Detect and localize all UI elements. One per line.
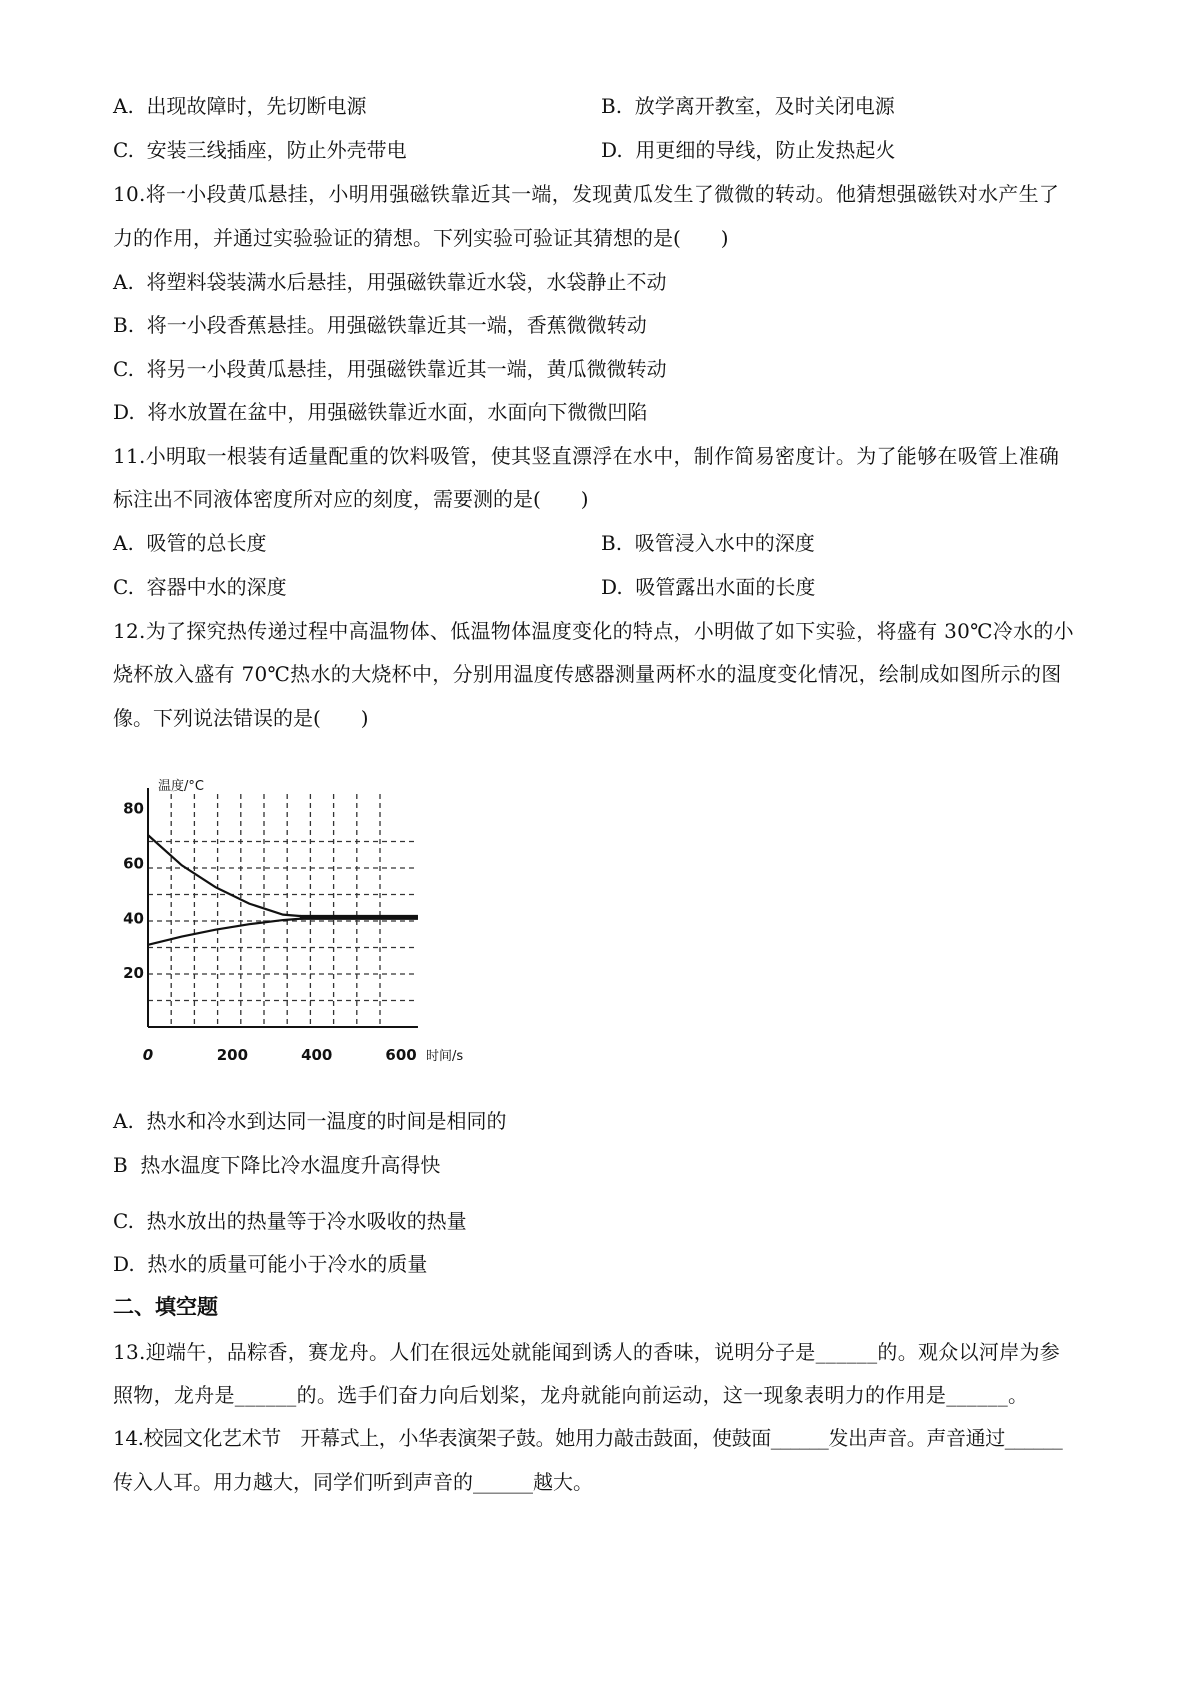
option-letter: D. xyxy=(113,1252,135,1276)
option-letter: B. xyxy=(113,313,135,337)
q12-option-d xyxy=(113,1250,427,1278)
option-text: 安装三线插座，防止外壳带电 xyxy=(146,138,407,162)
q12-stem-line3: 像。下列说法错误的是( ) xyxy=(113,706,369,730)
q10-option-d xyxy=(113,398,647,426)
q12-stem-line2: 烧杯放入盛有 70℃热水的大烧杯中，分别用温度传感器测量两杯水的温度变化情况，绘制成如图所示的图 xyxy=(113,662,1062,686)
option-letter: B xyxy=(113,1153,128,1177)
y-tick-label: 20 xyxy=(123,964,144,983)
option-text: 吸管浸入水中的深度 xyxy=(634,531,815,555)
option-letter: D. xyxy=(113,400,135,424)
x-axis-label: 时间/s xyxy=(425,1049,464,1064)
option-text: 热水放出的热量等于冷水吸收的热量 xyxy=(146,1209,467,1233)
q11-stem-line2: 标注出不同液体密度所对应的刻度，需要测的是( ) xyxy=(113,487,589,511)
x-tick-label: 0 xyxy=(142,1046,154,1064)
q9-option-d xyxy=(601,136,895,164)
x-tick-label: 600 xyxy=(385,1046,417,1064)
option-letter: A. xyxy=(113,270,134,294)
q11-option-c xyxy=(113,573,287,601)
y-axis-label: 温度/°C xyxy=(158,779,204,794)
q13-line1: 13.迎端午，品粽香，赛龙舟。人们在很远处就能闻到诱人的香味，说明分子是______的。观众以河岸为参 xyxy=(113,1340,1061,1364)
section-heading: 二、填空题 xyxy=(113,1295,218,1319)
q10-stem-line2: 力的作用，并通过实验验证的猜想。下列实验可验证其猜想的是( ) xyxy=(113,226,729,250)
q10-option-b xyxy=(113,311,647,339)
option-text: 容器中水的深度 xyxy=(146,575,287,599)
q11-option-d xyxy=(601,573,815,601)
option-text: 吸管露出水面的长度 xyxy=(635,575,816,599)
y-tick-label: 60 xyxy=(123,854,144,873)
option-letter: C. xyxy=(113,575,134,599)
y-tick-label: 40 xyxy=(123,909,144,928)
q10-option-a xyxy=(113,268,667,296)
option-text: 将塑料袋装满水后悬挂，用强磁铁靠近水袋，水袋静止不动 xyxy=(146,270,667,294)
q12-stem-line1: 12.为了探究热传递过程中高温物体、低温物体温度变化的特点，小明做了如下实验，将盛有 30℃冷水的小 xyxy=(113,619,1074,643)
q11-option-b xyxy=(601,529,815,557)
option-text: 热水的质量可能小于冷水的质量 xyxy=(147,1252,428,1276)
temperature-time-chart xyxy=(123,779,490,1078)
x-tick-label: 200 xyxy=(216,1046,249,1064)
q11-option-a xyxy=(113,529,267,557)
option-letter: D. xyxy=(601,138,623,162)
q12-option-a xyxy=(113,1107,507,1135)
option-text: 热水和冷水到达同一温度的时间是相同的 xyxy=(146,1109,507,1133)
q9-option-c xyxy=(113,136,407,164)
option-letter: C. xyxy=(113,138,134,162)
option-text: 热水温度下降比冷水温度升高得快 xyxy=(140,1153,441,1177)
q10-option-c xyxy=(113,355,667,383)
option-letter: A. xyxy=(113,94,134,118)
q14-line1: 14.校园文化艺术节 开幕式上，小华表演架子鼓。她用力敲击鼓面，使鼓面______发出声音。声音通过______ xyxy=(113,1426,1063,1450)
q13-line2: 照物，龙舟是______的。选手们奋力向后划桨，龙舟就能向前运动，这一现象表明力的作用是______。 xyxy=(113,1383,1029,1407)
q11-stem-line1: 11.小明取一根装有适量配重的饮料吸管，使其竖直漂浮在水中，制作简易密度计。为了能够在吸管上准确 xyxy=(113,444,1060,468)
option-text: 吸管的总长度 xyxy=(146,531,267,555)
chart-svg xyxy=(123,779,490,1078)
q9-option-a xyxy=(113,92,367,120)
y-tick-label: 80 xyxy=(123,799,144,818)
option-text: 将一小段香蕉悬挂。用强磁铁靠近其一端，香蕉微微转动 xyxy=(146,313,647,337)
hot-water-curve xyxy=(148,835,418,917)
option-letter: D. xyxy=(601,575,623,599)
option-letter: C. xyxy=(113,357,134,381)
q10-stem-line1: 10.将一小段黄瓜悬挂，小明用强磁铁靠近其一端，发现黄瓜发生了微微的转动。他猜想强磁铁对水产生了 xyxy=(113,182,1060,206)
option-letter: B. xyxy=(601,94,623,118)
option-letter: C. xyxy=(113,1209,134,1233)
q14-line2: 传入人耳。用力越大，同学们听到声音的______越大。 xyxy=(113,1470,593,1494)
option-text: 用更细的导线，防止发热起火 xyxy=(635,138,896,162)
q9-option-b xyxy=(601,92,895,120)
option-text: 放学离开教室，及时关闭电源 xyxy=(634,94,895,118)
q12-option-c xyxy=(113,1207,467,1235)
option-text: 出现故障时，先切断电源 xyxy=(146,94,367,118)
option-text: 将另一小段黄瓜悬挂，用强磁铁靠近其一端，黄瓜微微转动 xyxy=(146,357,667,381)
option-text: 将水放置在盆中，用强磁铁靠近水面，水面向下微微凹陷 xyxy=(147,400,648,424)
option-letter: B. xyxy=(601,531,623,555)
option-letter: A. xyxy=(113,1109,134,1133)
q12-option-b xyxy=(113,1151,440,1179)
x-tick-label: 400 xyxy=(301,1046,333,1064)
option-letter: A. xyxy=(113,531,134,555)
